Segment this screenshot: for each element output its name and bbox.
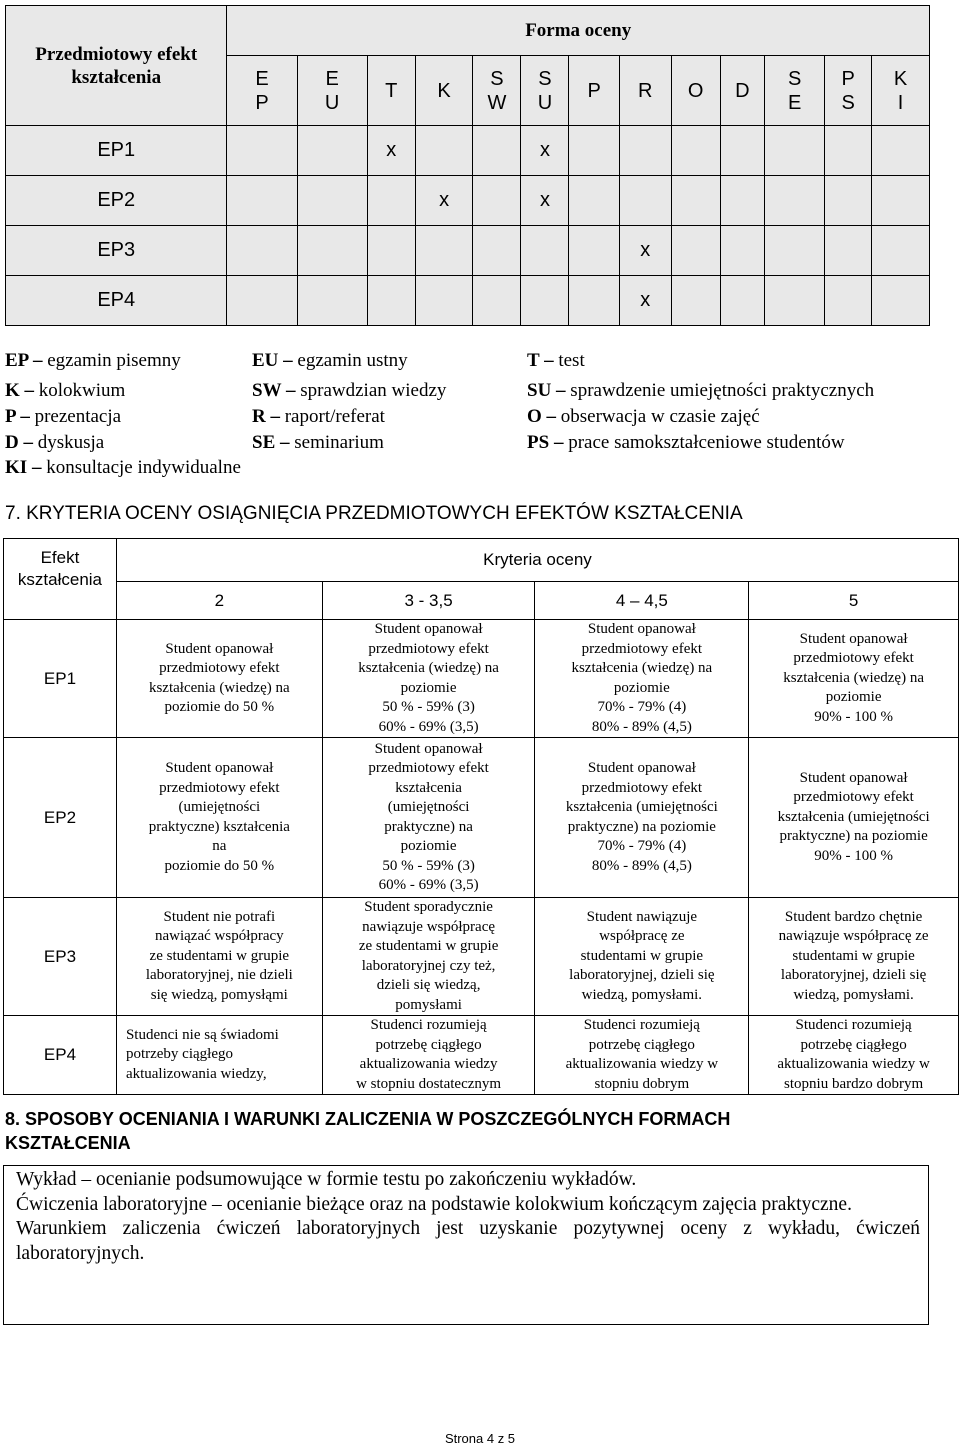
criteria-line: na: [212, 838, 227, 854]
form-column-letter: K: [437, 79, 451, 102]
criteria-line: potrzebę ciągłego: [588, 1036, 695, 1053]
effect-label: EP4: [4, 1016, 117, 1095]
legend-item: [5, 457, 241, 479]
effect-label: EP1: [4, 620, 117, 738]
criteria-line: Student opanował: [165, 640, 274, 657]
criteria-line: Student opanował: [587, 621, 696, 637]
form-mark-cell: [367, 276, 415, 326]
criteria-line: poziomie do 50 %: [164, 699, 275, 715]
criteria-line: potrzebę ciągłego: [375, 1036, 482, 1053]
criteria-line: ze studentami w grupie: [358, 938, 499, 954]
grade-header: 4 – 4,5: [535, 582, 749, 620]
form-mark-cell: [227, 276, 297, 326]
criteria-line: poziomie: [825, 689, 882, 706]
form-column-letter: W: [487, 91, 507, 114]
legend-item: [5, 432, 104, 454]
legend-desc: prace samokształceniowe studentów: [568, 432, 845, 453]
criteria-line: przedmiotowy efekt: [581, 779, 703, 796]
criteria-line: studentami w grupie: [792, 947, 915, 964]
legend-desc: egzamin ustny: [297, 350, 408, 371]
criteria-line: praktyczne) na poziomie: [567, 818, 716, 835]
form-mark-cell: [765, 226, 825, 276]
criteria-line: przedmiotowy efekt: [368, 640, 489, 657]
legend-desc: prezentacja: [34, 406, 122, 427]
form-mark-cell: [825, 276, 872, 326]
legend-dash: –: [539, 350, 559, 371]
form-column-header: [569, 56, 619, 126]
criteria-line: przedmiotowy efekt: [793, 789, 914, 806]
criteria-line: 70% - 79% (4): [597, 838, 687, 854]
section-8-box: [3, 1165, 929, 1325]
criteria-cell: [322, 620, 535, 738]
form-column-header: [720, 56, 764, 126]
form-mark-cell: [671, 126, 720, 176]
form-column-header: [521, 56, 569, 126]
criteria-cell: [749, 620, 959, 738]
criteria-line: przedmiotowy efekt: [368, 760, 489, 776]
legend-item: [5, 350, 181, 372]
criteria-line: Student opanował: [587, 760, 696, 776]
criteria-line: poziomie: [613, 679, 670, 696]
criteria-line: poziomie: [400, 838, 457, 854]
form-mark-cell: [825, 126, 872, 176]
form-mark-cell: x: [521, 126, 569, 176]
form-column-letter: O: [687, 79, 704, 102]
criteria-cell: [535, 620, 749, 738]
criteria-line: studentami w grupie: [580, 947, 704, 964]
criteria-line: przedmiotowy efekt: [159, 779, 280, 796]
form-column-header: [619, 56, 671, 126]
criteria-line: aktualizowania wiedzy w: [777, 1056, 930, 1072]
form-mark-cell: x: [367, 126, 415, 176]
criteria-line: przedmiotowy efekt: [581, 640, 703, 657]
effect-row-label: EP3: [6, 226, 227, 276]
criteria-cell: [322, 738, 535, 898]
criteria-cell: [535, 1016, 749, 1095]
form-column-letter: U: [324, 91, 340, 114]
legend-dash: –: [551, 380, 571, 401]
criteria-line: nawiązuje współpracę ze: [778, 928, 929, 945]
form-column-letter: K: [893, 67, 908, 90]
legend-dash: –: [28, 350, 48, 371]
form-mark-cell: [765, 276, 825, 326]
legend-desc: konsultacje indywidualne: [46, 457, 241, 478]
grade-header: 2: [116, 582, 322, 620]
legend-item: [5, 380, 125, 402]
form-mark-cell: [521, 276, 569, 326]
criteria-line: (umiejętności: [178, 799, 261, 815]
criteria-line: Student opanował: [374, 740, 483, 757]
form-column-letter: I: [897, 91, 904, 114]
section-8-paragraph-3: Warunkiem zaliczenia ćwiczeń laboratoryjnych jest uzyskanie pozytywnej oceny z wykładu, ćwiczeń laboratoryjnych.: [16, 1218, 920, 1264]
legend-abbr: SW: [252, 380, 282, 401]
legend-desc: dyskusja: [37, 432, 105, 453]
criteria-cell: [116, 738, 322, 898]
form-mark-cell: [569, 126, 619, 176]
legend-item: [527, 432, 845, 454]
criteria-line: Student nawiązuje: [586, 908, 698, 925]
legend-abbr: K: [5, 380, 20, 401]
form-mark-cell: [473, 126, 521, 176]
criteria-line: Student opanował: [799, 769, 908, 786]
criteria-line: pomysłami: [395, 996, 462, 1013]
legend-desc: raport/referat: [284, 406, 385, 427]
criteria-cell: [116, 1016, 322, 1095]
legend-dash: –: [275, 432, 295, 453]
form-column-letter: U: [537, 91, 553, 114]
criteria-line: 50 % - 59% (3): [382, 857, 475, 874]
form-mark-cell: [521, 226, 569, 276]
form-mark-cell: [473, 226, 521, 276]
form-mark-cell: [367, 176, 415, 226]
form-column-letter: E: [325, 67, 339, 90]
form-column-letter: P: [255, 91, 269, 114]
criteria-line: aktualizowania wiedzy,: [125, 1065, 267, 1082]
legend-abbr: SU: [527, 380, 552, 401]
form-column-header: [367, 56, 415, 126]
criteria-line: laboratoryjnej, dzieli się: [569, 967, 715, 984]
legend-item: [527, 406, 760, 428]
form-mark-cell: [619, 176, 671, 226]
form-mark-cell: [569, 226, 619, 276]
criteria-line: Studenci rozumieją: [583, 1017, 700, 1033]
criteria-line: Student opanował: [799, 630, 908, 647]
criteria-line: nawiązuje współpracę: [362, 918, 496, 935]
form-mark-cell: [227, 226, 297, 276]
criteria-line: 90% - 100 %: [814, 708, 893, 725]
grade-header: 5: [749, 582, 959, 620]
form-mark-cell: [227, 126, 297, 176]
form-column-header: [872, 56, 930, 126]
legend-abbr: KI: [5, 457, 28, 478]
criteria-line: kształcenia (umiejętności: [565, 799, 718, 815]
effect-row-label: EP1: [6, 126, 227, 176]
criteria-cell: [749, 1016, 959, 1095]
criteria-cell: [749, 898, 959, 1016]
criteria-line: wiedzą, pomysłami.: [581, 986, 703, 1003]
assessment-form-table: [5, 5, 930, 326]
criteria-line: laboratoryjnej, dzieli się: [780, 967, 927, 984]
form-mark-cell: [720, 126, 764, 176]
criteria-header: Kryteria oceny: [116, 539, 958, 582]
criteria-line: Student bardzo chętnie: [784, 908, 923, 925]
form-mark-cell: [872, 276, 930, 326]
effect-label: EP3: [4, 898, 117, 1016]
criteria-line: kształcenia (wiedzę) na: [148, 679, 290, 696]
legend-abbr: P: [5, 406, 16, 427]
criteria-line: kształcenia: [395, 779, 462, 796]
form-mark-cell: [671, 176, 720, 226]
criteria-line: Studenci rozumieją: [795, 1017, 912, 1033]
legend-desc: seminarium: [294, 432, 384, 453]
form-mark-cell: [297, 276, 367, 326]
criteria-line: współpracę ze: [599, 928, 685, 945]
legend-abbr: EP: [5, 350, 29, 371]
form-column-letter: E: [255, 67, 269, 90]
criteria-line: potrzeby ciągłego: [125, 1046, 233, 1063]
criteria-cell: [116, 898, 322, 1016]
legend-item: [252, 406, 385, 428]
legend-dash: –: [18, 432, 38, 453]
criteria-line: poziomie: [400, 679, 457, 696]
form-mark-cell: [671, 226, 720, 276]
criteria-cell: [535, 898, 749, 1016]
criteria-line: 90% - 100 %: [814, 847, 893, 864]
criteria-cell: [535, 738, 749, 898]
legend-dash: –: [19, 380, 39, 401]
criteria-line: aktualizowania wiedzy: [359, 1056, 498, 1072]
form-mark-cell: [765, 126, 825, 176]
form-column-header: [227, 56, 297, 126]
effect-header: Efekt kształcenia: [4, 539, 117, 620]
form-mark-cell: [473, 276, 521, 326]
criteria-line: Studenci rozumieją: [370, 1017, 487, 1033]
form-column-header: [415, 56, 473, 126]
criteria-cell: [749, 738, 959, 898]
form-mark-cell: [872, 126, 930, 176]
legend-item: [252, 350, 408, 372]
legend-dash: –: [265, 406, 285, 427]
form-column-letter: T: [385, 79, 398, 102]
section-8-heading-line1: 8. SPOSOBY OCENIANIA I WARUNKI ZALICZENIA W POSZCZEGÓLNYCH FORMACH: [5, 1109, 731, 1129]
criteria-line: kształcenia (wiedzę) na: [358, 660, 499, 676]
legend-dash: –: [27, 457, 47, 478]
criteria-cell: [322, 1016, 535, 1095]
form-column-letter: S: [490, 67, 504, 90]
legend-abbr: PS: [527, 432, 550, 453]
form-mark-cell: [825, 176, 872, 226]
criteria-line: stopniu dobrym: [594, 1075, 690, 1092]
legend-abbr: O: [527, 406, 542, 427]
effect-row-label: EP2: [6, 176, 227, 226]
effect-row-label: EP4: [6, 276, 227, 326]
criteria-line: dzieli się wiedzą,: [376, 977, 481, 993]
criteria-line: 50 % - 59% (3): [382, 699, 475, 715]
section-8-paragraph-2: Ćwiczenia laboratoryjne – ocenianie bieżące oraz na podstawie kolokwium kończącym zajęcia praktyczne.: [16, 1193, 852, 1215]
form-mark-cell: [872, 176, 930, 226]
criteria-line: Student opanował: [374, 621, 483, 637]
criteria-line: ze studentami w grupie: [149, 947, 290, 964]
form-column-header: [473, 56, 521, 126]
criteria-line: wiedzą, pomysłami.: [793, 986, 914, 1003]
legend-dash: –: [281, 380, 301, 401]
criteria-line: Studenci nie są świadomi: [125, 1026, 279, 1043]
criteria-line: praktyczne) na poziomie: [779, 828, 928, 845]
form-mark-cell: [720, 276, 764, 326]
legend-desc: kolokwium: [38, 380, 126, 401]
legend-desc: sprawdzian wiedzy: [300, 380, 447, 401]
legend-desc: sprawdzenie umiejętności praktycznych: [570, 380, 875, 401]
form-mark-cell: [872, 226, 930, 276]
page-number: Strona 4 z 5: [444, 1431, 516, 1446]
grade-header: 3 - 3,5: [322, 582, 535, 620]
form-mark-cell: x: [415, 176, 473, 226]
legend-item: [5, 406, 121, 428]
form-mark-cell: [367, 226, 415, 276]
criteria-line: aktualizowania wiedzy w: [565, 1056, 719, 1072]
criteria-line: nawiązać współpracy: [154, 928, 284, 945]
form-column-letter: S: [538, 67, 552, 90]
effect-column-header: Przedmiotowy efekt kształcenia: [6, 6, 227, 126]
criteria-line: 60% - 69% (3,5): [378, 718, 479, 735]
criteria-line: Student sporadycznie: [364, 899, 493, 915]
form-column-letter: P: [587, 79, 601, 102]
criteria-line: potrzebę ciągłego: [800, 1036, 907, 1053]
form-mark-cell: x: [619, 276, 671, 326]
legend-desc: egzamin pisemny: [47, 350, 181, 371]
legend-desc: obserwacja w czasie zajęć: [560, 406, 760, 427]
form-column-letter: S: [841, 91, 855, 114]
form-mark-cell: [227, 176, 297, 226]
form-mark-cell: [297, 176, 367, 226]
form-mark-cell: [415, 226, 473, 276]
legend-abbr: EU: [252, 350, 279, 371]
form-column-header: [825, 56, 872, 126]
criteria-line: się wiedzą, pomysłąmi: [150, 986, 288, 1003]
criteria-line: poziomie do 50 %: [164, 857, 275, 874]
form-mark-cell: [569, 276, 619, 326]
legend-desc: test: [558, 350, 585, 371]
legend-abbr: T: [527, 350, 540, 371]
form-mark-cell: [297, 126, 367, 176]
form-column-letter: R: [637, 79, 653, 102]
criteria-line: praktyczne) na: [384, 818, 473, 835]
legend-item: [252, 380, 446, 402]
criteria-line: kształcenia (wiedzę) na: [783, 669, 924, 686]
form-mark-cell: [415, 276, 473, 326]
legend-abbr: D: [5, 432, 19, 453]
criteria-line: przedmiotowy efekt: [793, 650, 914, 667]
criteria-line: laboratoryjnej czy też,: [361, 957, 496, 974]
form-column-letter: D: [735, 79, 750, 102]
legend-item: [252, 432, 384, 454]
form-column-header: [671, 56, 720, 126]
legend-item: [527, 350, 585, 372]
form-mark-cell: [825, 226, 872, 276]
legend-dash: –: [549, 432, 569, 453]
legend-item: [527, 380, 874, 402]
assessment-form-header: Forma oceny: [227, 6, 930, 56]
criteria-line: kształcenia (wiedzę) na: [571, 660, 713, 676]
criteria-line: stopniu bardzo dobrym: [784, 1075, 924, 1092]
effect-label: EP2: [4, 738, 117, 898]
legend-dash: –: [541, 406, 561, 427]
criteria-line: kształcenia (umiejętności: [777, 808, 930, 825]
criteria-cell: [116, 620, 322, 738]
form-mark-cell: [619, 126, 671, 176]
criteria-line: w stopniu dostatecznym: [356, 1075, 502, 1092]
criteria-line: 60% - 69% (3,5): [378, 877, 479, 893]
criteria-line: laboratoryjnej, nie dzieli: [145, 967, 293, 984]
section-8-heading: [5, 1107, 730, 1155]
criteria-table: [3, 538, 959, 1095]
criteria-line: 70% - 79% (4): [597, 699, 687, 715]
section-8-paragraph-1: Wykład – ocenianie podsumowujące w formie testu po zakończeniu wykładów.: [16, 1169, 637, 1190]
criteria-line: Student nie potrafi: [163, 908, 276, 925]
form-mark-cell: [569, 176, 619, 226]
form-mark-cell: x: [619, 226, 671, 276]
form-mark-cell: [671, 276, 720, 326]
criteria-cell: [322, 898, 535, 1016]
form-mark-cell: [473, 176, 521, 226]
form-column-letter: S: [787, 67, 802, 90]
form-mark-cell: [720, 226, 764, 276]
section-8-heading-line2: KSZTAŁCENIA: [5, 1133, 131, 1153]
form-column-header: [765, 56, 825, 126]
legend-abbr: R: [252, 406, 266, 427]
criteria-line: (umiejętności: [387, 799, 470, 815]
form-mark-cell: [720, 176, 764, 226]
criteria-line: praktyczne) kształcenia: [148, 818, 290, 835]
criteria-line: Student opanował: [165, 760, 274, 776]
criteria-line: przedmiotowy efekt: [159, 660, 280, 676]
form-column-letter: P: [841, 67, 855, 90]
form-mark-cell: [415, 126, 473, 176]
form-mark-cell: x: [521, 176, 569, 226]
criteria-line: 80% - 89% (4,5): [591, 857, 692, 874]
form-mark-cell: [297, 226, 367, 276]
form-column-header: [297, 56, 367, 126]
legend-dash: –: [15, 406, 35, 427]
legend-abbr: SE: [252, 432, 276, 453]
section-7-heading: 7. KRYTERIA OCENY OSIĄGNIĘCIA PRZEDMIOTOWYCH EFEKTÓW KSZTAŁCENIA: [5, 503, 743, 524]
form-mark-cell: [765, 176, 825, 226]
legend-dash: –: [278, 350, 298, 371]
form-column-letter: E: [787, 91, 802, 114]
criteria-line: 80% - 89% (4,5): [591, 718, 692, 735]
